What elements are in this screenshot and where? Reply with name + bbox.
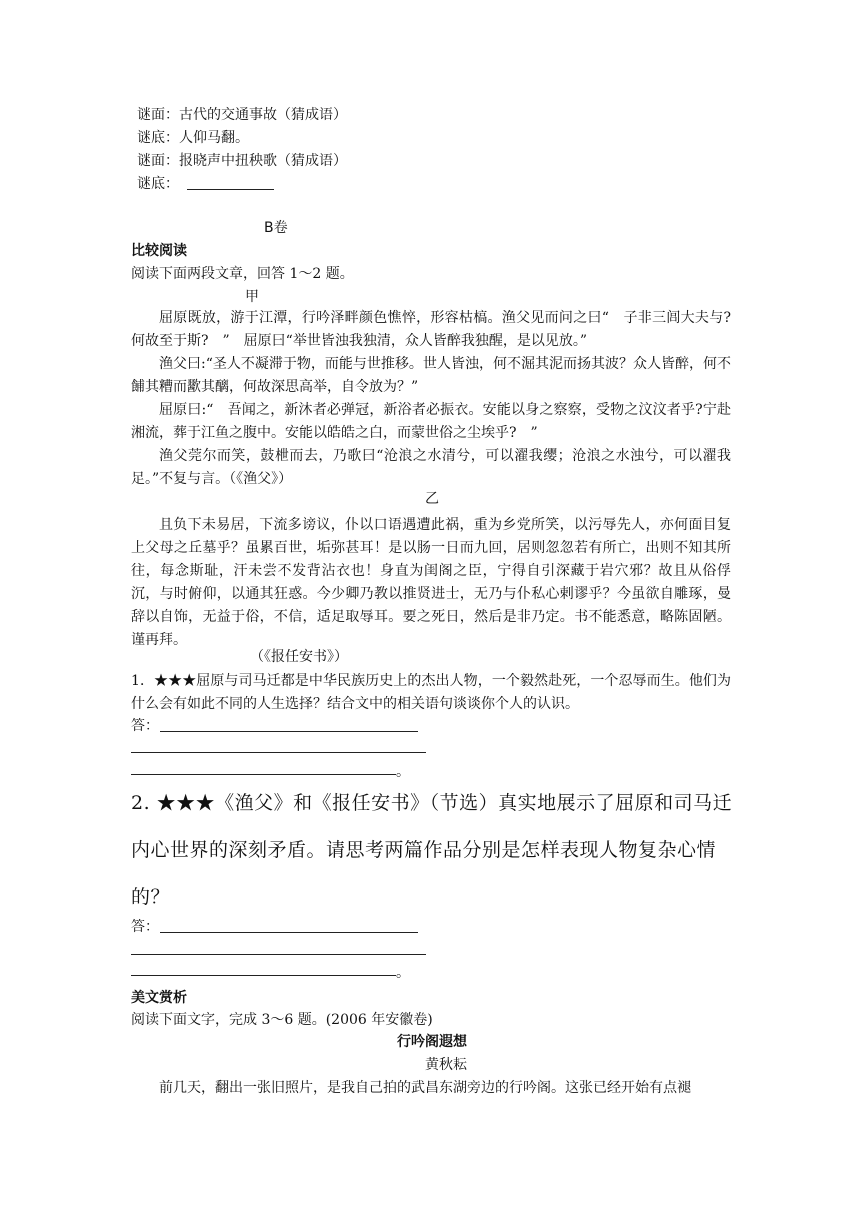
section-heading-comparative-reading: 比较阅读 (131, 243, 187, 259)
article-author: 黄秋耘 (425, 1057, 467, 1073)
q2-answer-label: 答： (131, 919, 159, 935)
riddle-2-face: 谜面：报晓声中扭秧歌（猜成语） (137, 153, 347, 169)
question-2: 2. ★★★《渔父》和《报任安书》（节选）真实地展示了屈原和司马迁内心世界的深刻矛盾。请思考两篇作品分别是怎样表现人物复杂心情的？ (131, 792, 733, 908)
q2-answer-period: 。 (396, 965, 410, 981)
jia-paragraph-3: 屈原曰:“ 吾闻之，新沐者必弹冠，新浴者必振衣。安能以身之察察，受物之汶汶者乎?宁赴湘流，葬于江鱼之腹中。安能以皓皓之白，而蒙世俗之尘埃乎? ” (131, 402, 731, 441)
jia-paragraph-1: 屈原既放，游于江潭，行吟泽畔颜色憔悴，形容枯槁。渔父见而问之曰“ 子非三闾大夫与?何故至于斯? ” 屈原曰“举世皆浊我独清，众人皆醉我独醒，是以见放。” (131, 310, 731, 349)
section-title: B卷 (264, 220, 288, 236)
riddle-2-answer-label: 谜底： (137, 176, 179, 192)
q2-answer-line-1[interactable] (160, 932, 418, 933)
yi-paragraph: 且负下未易居，下流多谤议，仆以口语遇遭此祸，重为乡党所笑，以污辱先人，亦何面目复上父母之丘墓乎？虽累百世，垢弥甚耳！是以肠一日而九回，居则忽忽若有所亡，出则不知其所往，每念斯耻，汗未尝不发背沾衣也！身直为闺阁之臣，宁得自引深藏于岩穴邪？故且从俗俘沉，与时俯仰，以通其狂惑。今少卿乃教以推贤进士，无乃与仆私心剌谬乎？今虽欲自雕琢，曼辞以自饰，无益于俗，不信，适足取辱耳。要之死日，然后是非乃定。书不能悉意，略陈固陋。谨再拜。 (131, 517, 731, 648)
passage-label-jia: 甲 (245, 289, 259, 305)
q1-answer-line-3[interactable] (131, 774, 396, 775)
riddle-2-answer-blank[interactable] (187, 189, 274, 190)
jia-paragraph-2: 渔父曰:“圣人不凝滞于物，而能与世推移。世人皆浊，何不淈其泥而扬其波？众人皆醉，何不餔其糟而歠其醨，何故深思高举，自令放为？” (131, 356, 731, 395)
section-heading-appreciation: 美文赏析 (131, 990, 187, 1006)
q2-answer-line-2[interactable] (131, 954, 426, 955)
article-first-line: 前几天，翻出一张旧照片，是我自己拍的武昌东湖旁边的行吟阁。这张已经开始有点褪 (159, 1080, 691, 1096)
q1-answer-line-2[interactable] (131, 752, 426, 753)
q1-answer-label: 答： (131, 718, 159, 734)
appreciation-instruction: 阅读下面文字，完成 3～6 题。(2006 年安徽卷) (131, 1012, 433, 1028)
riddle-1-answer: 谜底：人仰马翻。 (137, 130, 249, 146)
question-1: 1．★★★屈原与司马迁都是中华民族历史上的杰出人物，一个毅然赴死，一个忍辱而生。他们为什么会有如此不同的人生选择？结合文中的相关语句谈谈你个人的认识。 (131, 673, 731, 712)
q1-answer-line-1[interactable] (160, 731, 418, 732)
riddle-1-face: 谜面：古代的交通事故（猜成语） (137, 107, 347, 123)
passage-label-yi: 乙 (425, 491, 439, 507)
section-instruction: 阅读下面两段文章，回答 1～2 题。 (131, 266, 354, 282)
q1-answer-period: 。 (396, 764, 410, 780)
article-title: 行吟阁遐想 (397, 1034, 467, 1050)
jia-paragraph-4: 渔父莞尔而笑，鼓枻而去，乃歌曰“沧浪之水清兮，可以濯我缨；沧浪之水浊兮，可以濯我足。”不复与言。（《渔父》） (131, 448, 731, 487)
yi-source: （《报任安书》） (250, 649, 348, 665)
q2-answer-line-3[interactable] (131, 975, 396, 976)
